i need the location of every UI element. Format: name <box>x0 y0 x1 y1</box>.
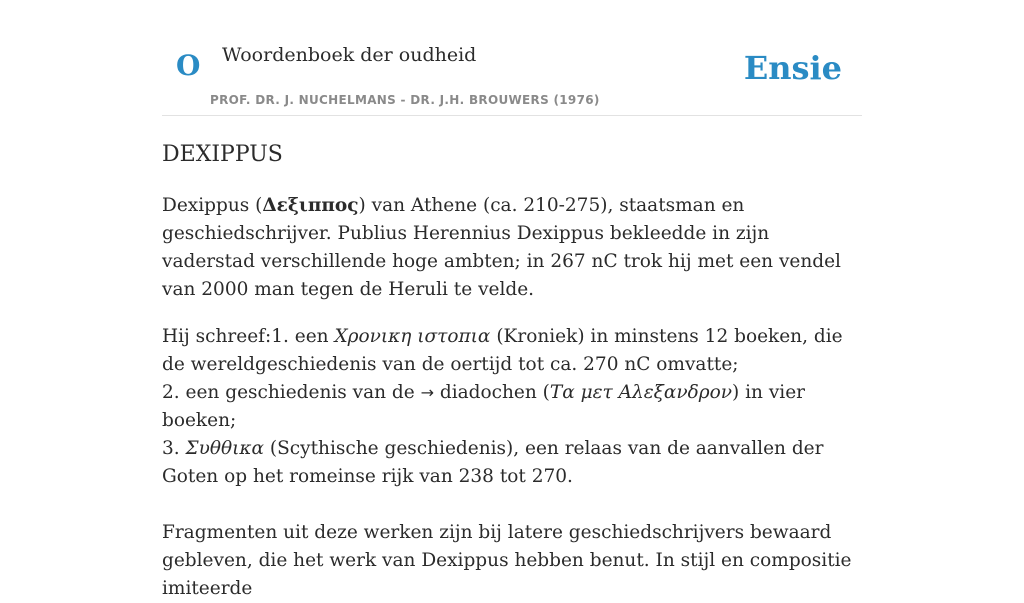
entry-paragraph-3 <box>162 519 862 603</box>
text-segment: Dexippus ( <box>162 195 263 217</box>
text-segment: (Scythische geschiedenis), een relaas van de aanvallen der Goten op het romeinse rijk van 238 tot 270. <box>162 438 824 488</box>
greek-title: Συθθικα <box>185 438 265 460</box>
text-segment: 2. een geschiedenis van de <box>162 382 421 404</box>
greek-title: Χρονικη ιστοπια <box>334 326 491 348</box>
entry-paragraph-2 <box>162 323 862 491</box>
text-segment: 3. <box>162 438 186 460</box>
index-letter[interactable]: O <box>176 49 201 82</box>
text-segment: ) in vier boeken; <box>162 382 805 432</box>
text-segment: Fragmenten uit deze werken zijn bij latere geschiedschrijvers bewaard gebleven, die het werk van Dexippus hebben benut. In stijl en compositie imiteerde <box>162 522 852 600</box>
book-header <box>162 0 862 116</box>
text-segment: ) van Athene (ca. 210-275), staatsman en geschiedschrijver. Publius Herennius Dexippus bekleedde in zijn vaderstad verschillende hoge ambten; in 267 nC trok hij met een vendel van 2000 man tegen de Heruli te velde. <box>162 195 841 301</box>
cross-reference-arrow-icon[interactable]: → <box>420 383 434 403</box>
greek-name: Δεξιππος <box>262 195 359 217</box>
brand-logo[interactable]: Ensie <box>743 49 842 87</box>
text-segment: diadochen ( <box>434 382 550 404</box>
text-segment: (Kroniek) in minstens 12 boeken, die de wereldgeschiedenis van de oertijd tot ca. 270 nC omvatte; <box>162 326 843 376</box>
text-segment: Hij schreef:1. een <box>162 326 335 348</box>
book-title[interactable]: Woordenboek der oudheid <box>222 44 477 66</box>
entry-title: DEXIPPUS <box>162 142 283 167</box>
page <box>162 0 862 603</box>
greek-title: Τα μετ Αλεξανδρον <box>549 382 733 404</box>
book-authors: PROF. DR. J. NUCHELMANS - DR. J.H. BROUWERS (1976) <box>210 93 600 107</box>
entry-paragraph-1 <box>162 192 862 304</box>
